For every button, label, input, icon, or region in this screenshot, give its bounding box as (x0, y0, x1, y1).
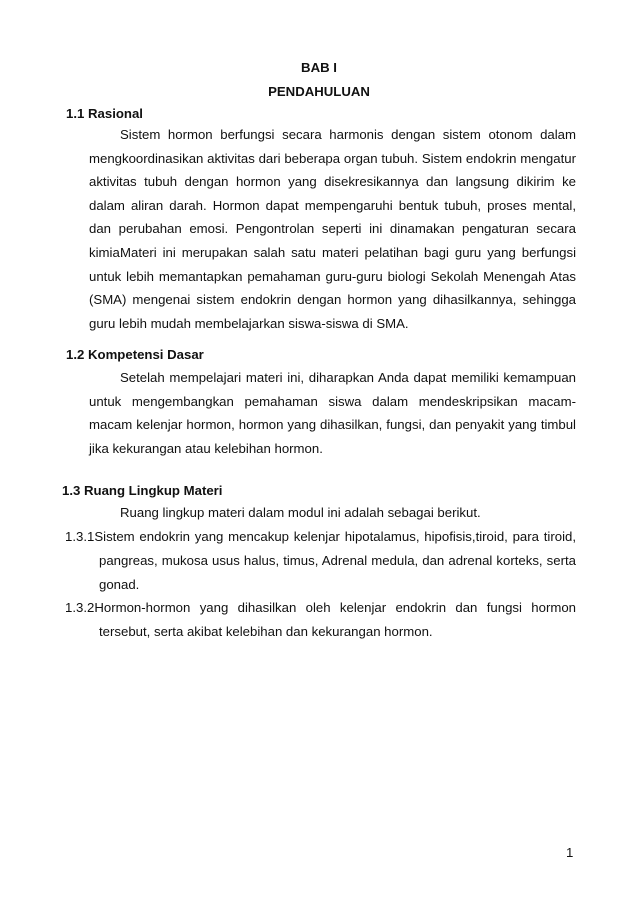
paragraph-text: Setelah mempelajari materi ini, diharapkan Anda dapat memiliki kemampuan untuk mengembangkan pemahaman siswa dalam mendeskripsikan macam-macam kelenjar hormon, hormon yang dihasilkan, fungsi, dan penyakit yang timbul jika kekurangan atau kelebihan hormon. (89, 370, 576, 456)
list-item (65, 525, 576, 596)
chapter-title: PENDAHULUAN (268, 84, 370, 99)
chapter-label: BAB I (301, 60, 337, 75)
list-item-number: 1.3.2 (65, 600, 95, 615)
list-item (65, 596, 576, 644)
paragraph-kompetensi (89, 366, 576, 460)
list-item-number: 1.3.1 (65, 529, 95, 544)
page-number: 1 (566, 845, 574, 860)
heading-ruang-lingkup: 1.3 Ruang Lingkup Materi (62, 483, 223, 498)
paragraph-text: Materi ini merupakan salah satu materi pelatihan bagi guru yang berfungsi untuk lebih memantapkan pemahaman guru-guru biologi Sekolah Menengah Atas (SMA) mengenai sistem endokrin dengan hormon yang dihasilkannya, sehingga guru lebih mudah membelajarkan siswa-siswa di SMA. (89, 245, 576, 331)
paragraph-text: Ruang lingkup materi dalam modul ini adalah sebagai berikut. (120, 505, 481, 520)
heading-kompetensi: 1.2 Kompetensi Dasar (66, 347, 204, 362)
paragraph-text: Sistem hormon berfungsi secara harmonis dengan sistem otonom dalam mengkoordinasikan aktivitas dari beberapa organ tubuh. Sistem endokrin mengatur aktivitas tubuh dengan hormon yang disekresikannya dan langsung dikirim ke dalam aliran darah. Hormon dapat mempengaruhi bentuk tubuh, proses mental, dan perubahan emosi. Pengontrolan seperti ini dinamakan pengaturan secara kimia. (89, 127, 576, 260)
paragraph-rasional-2 (89, 241, 576, 335)
list-item-text: Hormon-hormon yang dihasilkan oleh kelenjar endokrin dan fungsi hormon tersebut, serta akibat kelebihan dan kekurangan hormon. (94, 600, 576, 639)
list-item-text: Sistem endokrin yang mencakup kelenjar hipotalamus, hipofisis,tiroid, para tiroid, pangreas, mukosa usus halus, timus, Adrenal medula, dan adrenal korteks, serta gonad. (94, 529, 576, 592)
heading-rasional: 1.1 Rasional (66, 106, 143, 121)
paragraph-ruang-lingkup-intro (89, 501, 576, 525)
